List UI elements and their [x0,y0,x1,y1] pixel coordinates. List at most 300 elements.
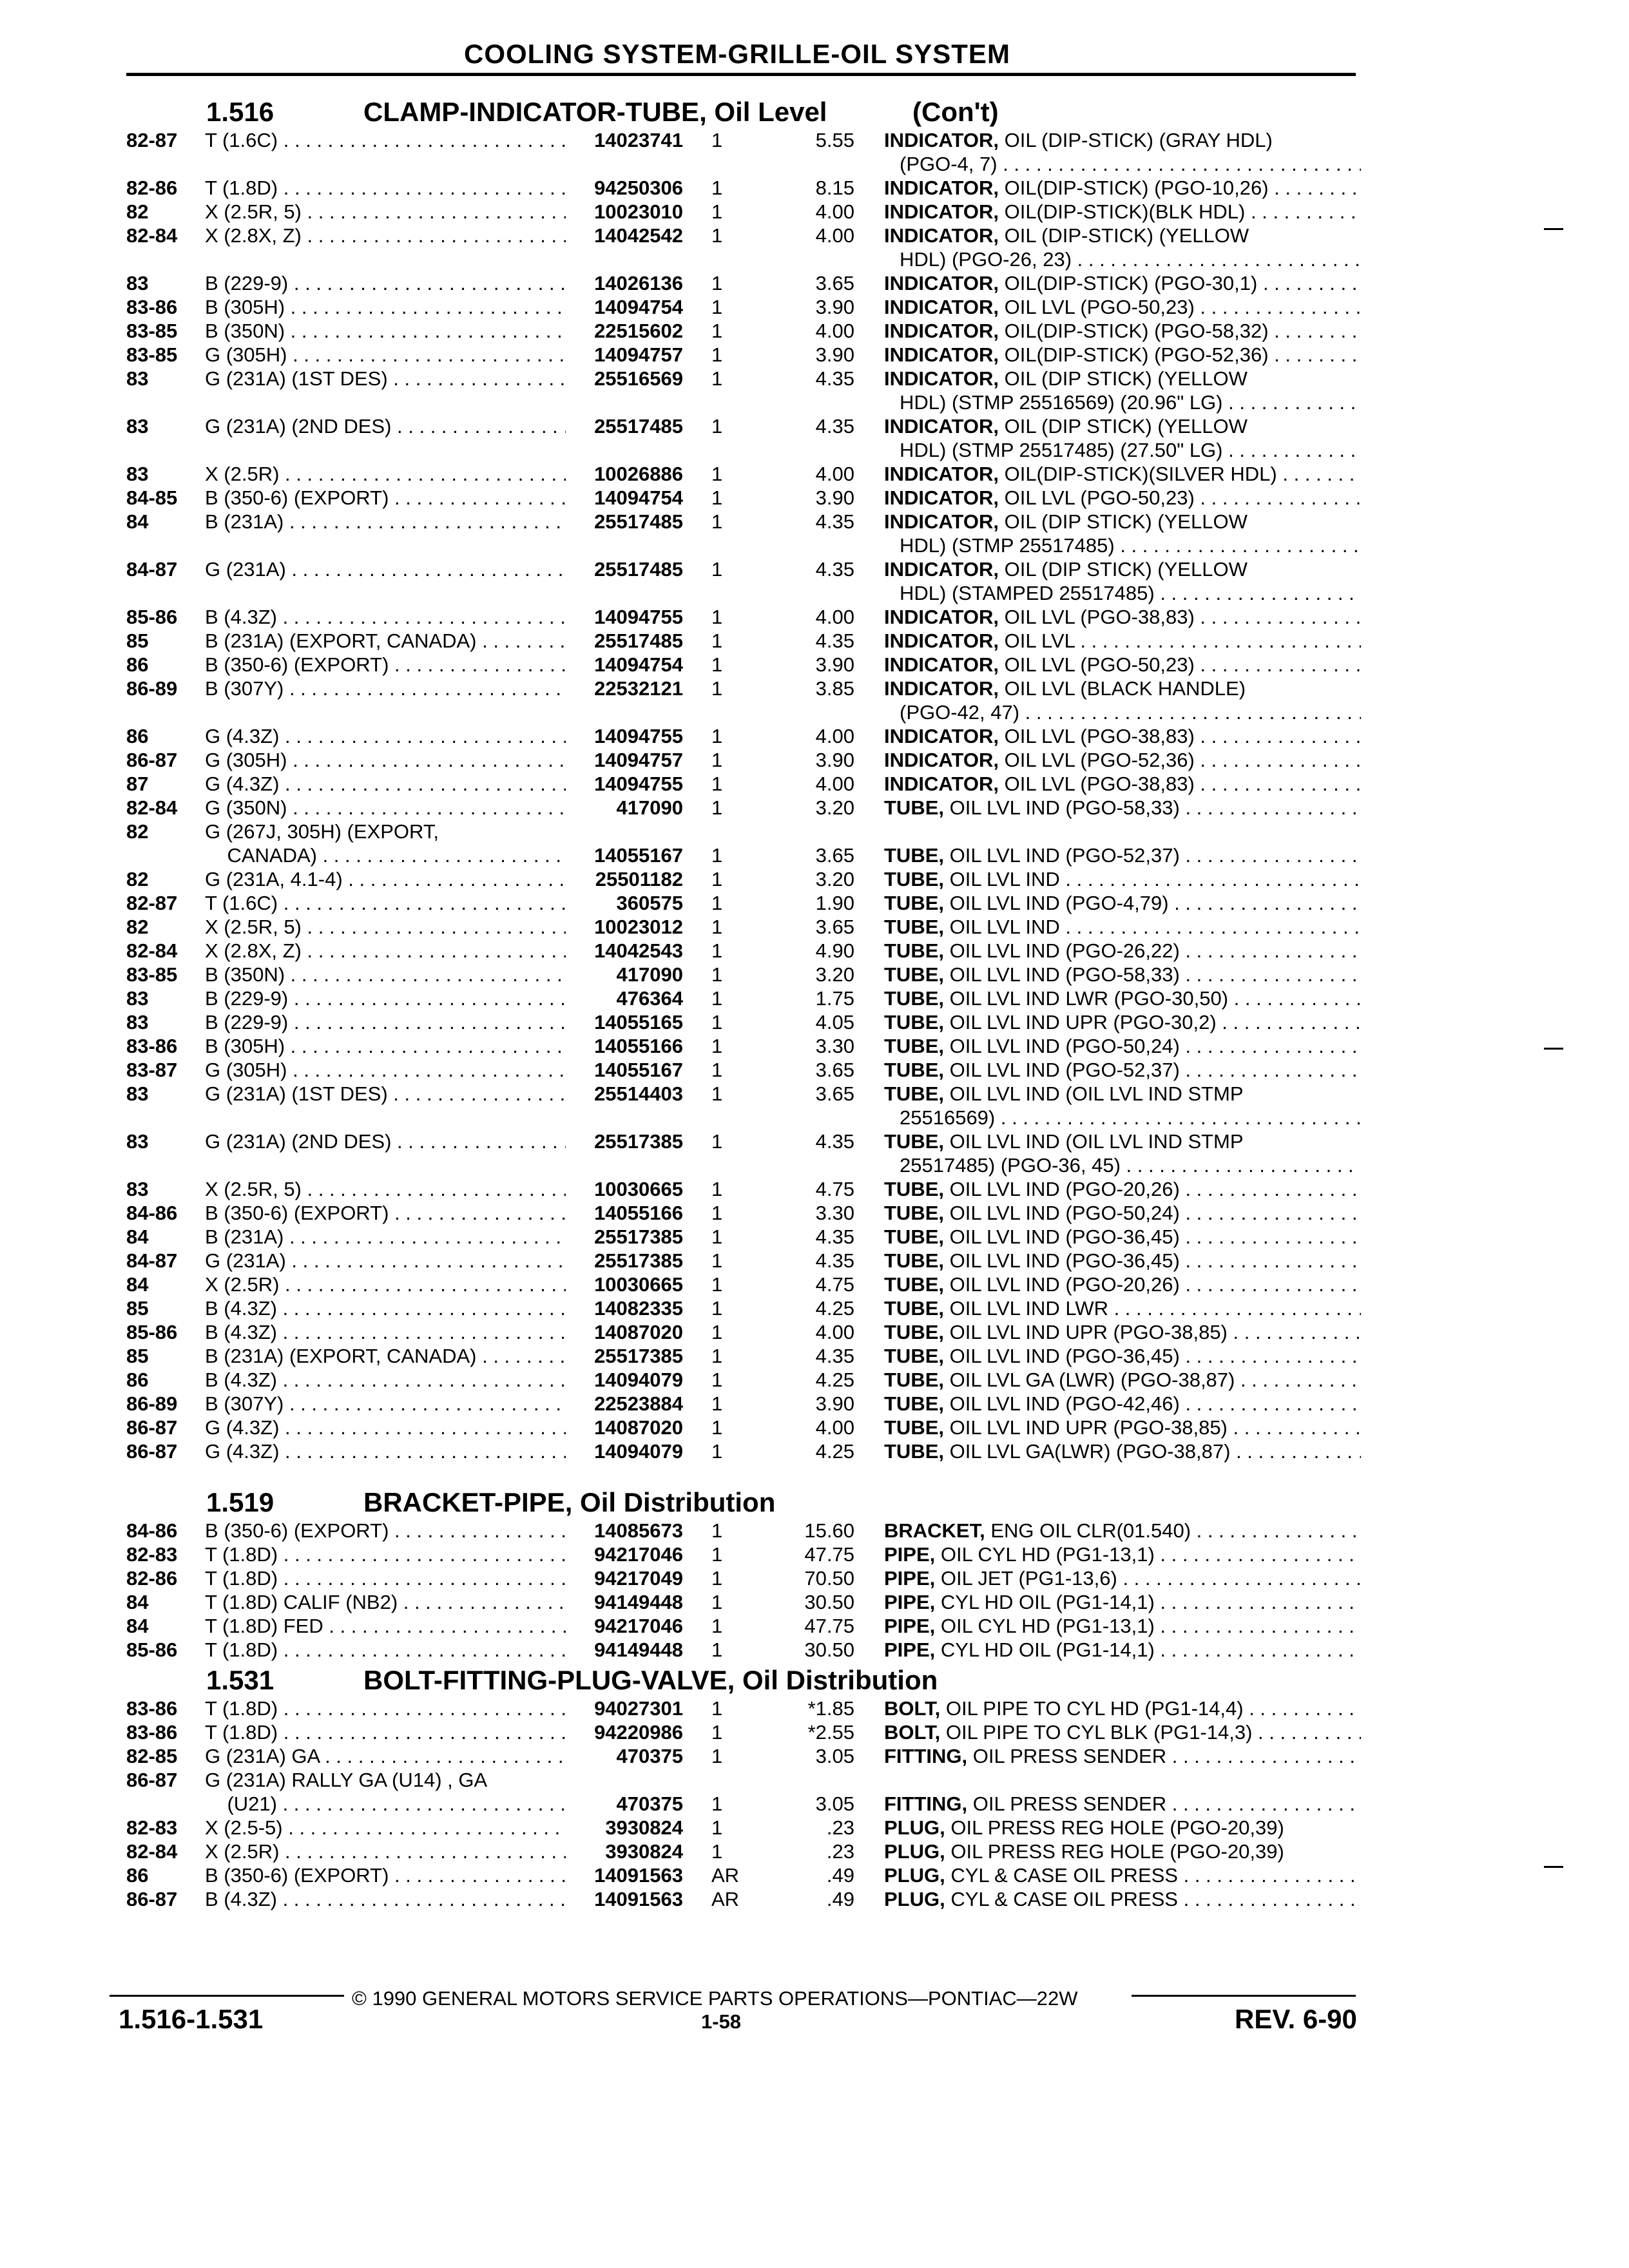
part-name: TUBE, [884,1392,944,1415]
table-row [0,1010,1629,1034]
quantity: 1 [711,415,723,437]
part-description [884,462,1361,486]
model-engine: X (2.5R) . . . [205,1840,566,1863]
model-engine: B (350N) . . . [205,963,566,986]
table-row [0,414,1629,438]
part-name: BOLT, [884,1721,941,1744]
quantity: 1 [711,1567,723,1590]
price: *2.55 [807,1721,854,1744]
quantity: 1 [711,677,723,700]
price: 4.35 [815,1345,854,1367]
price: 3.65 [815,272,854,294]
price: 4.35 [815,510,854,533]
margin-tick [1544,1048,1563,1050]
model-years: 86 [126,1864,149,1887]
table-row [0,1696,1629,1720]
part-number: 14094754 [594,486,683,509]
model-engine: B (307Y) . . . [205,1392,566,1416]
model-engine: G (231A) (1ST DES) . . . [205,1082,566,1106]
model-engine: B (350-6) (EXPORT) . . . [205,486,566,510]
quantity: 1 [711,1082,723,1105]
part-number: 14023741 [594,129,683,151]
model-years: 83-86 [126,1035,178,1057]
part-number: 14026136 [594,272,683,294]
part-name: PLUG, [884,1864,945,1887]
model-years: 82 [126,916,149,938]
table-row [0,1320,1629,1344]
part-number: 14042543 [594,939,683,962]
part-description [884,1344,1361,1368]
table-row [0,1638,1629,1662]
quantity: 1 [711,486,723,509]
price: 8.15 [815,177,854,199]
price: 4.90 [815,939,854,962]
price: 4.00 [815,224,854,247]
part-number: 25517485 [594,558,683,581]
part-details: OIL (DIP STICK) (YELLOW [1004,510,1248,533]
part-description [884,557,1361,581]
table-row [0,653,1629,677]
model-years: 82-87 [126,129,178,151]
table-row [0,176,1629,200]
part-details: OIL LVL IND (OIL LVL IND STMP [949,1082,1244,1105]
part-number: 14085673 [594,1519,683,1542]
part-details: OIL LVL IND (PGO-58,33) [949,796,1180,819]
price: 4.35 [815,1225,854,1248]
table-row-continued [0,438,1629,462]
table-row [0,200,1629,224]
table-row [0,1201,1629,1225]
model-engine: X (2.5R, 5) . . . [205,200,566,224]
part-details: OIL LVL IND (PGO-36,45) [949,1249,1180,1272]
model-engine: G (350N) . . . [205,796,566,820]
part-name: INDICATOR, [884,296,999,318]
model-years: 85 [126,1345,149,1367]
part-details: OIL JET (PG1-13,6) [940,1567,1117,1590]
part-description [884,319,1361,343]
table-row [0,605,1629,629]
model-years: 85-86 [126,606,178,628]
part-description [884,629,1361,653]
part-number: 25501182 [595,868,683,890]
table-row [0,1720,1629,1744]
model-years: 86-89 [126,1392,178,1415]
part-number: 14094757 [594,343,683,366]
part-details: OIL LVL IND UPR (PGO-38,85) [949,1321,1228,1343]
part-details: OIL LVL GA (LWR) (PGO-38,87) [949,1369,1235,1391]
table-row [0,772,1629,796]
part-description [884,200,1361,224]
footer-revision: REV. 6-90 [1235,2004,1357,2034]
model-engine: G (305H) . . . [205,1058,566,1082]
model-years: 86-87 [126,1440,178,1463]
part-number: 94217046 [594,1543,683,1566]
part-details: OIL LVL IND (PGO-4,79) [949,892,1169,914]
price: .49 [826,1864,854,1887]
model-years: 83 [126,987,149,1010]
model-engine: B (4.3Z) . . . [205,1320,566,1344]
part-number: 14094079 [594,1369,683,1391]
part-details: OIL LVL IND (PGO-58,33) [949,963,1180,986]
table-row [0,1816,1629,1840]
table-row [0,224,1629,247]
part-number: 94149448 [594,1591,683,1613]
part-number: 25517485 [594,629,683,652]
part-details: OIL LVL IND (PGO-20,26) [949,1178,1180,1200]
quantity: 1 [711,343,723,366]
price: 3.20 [815,796,854,819]
quantity: 1 [711,129,723,151]
price: 3.90 [815,749,854,771]
quantity: 1 [711,1697,723,1720]
price: 15.60 [804,1519,854,1542]
model-years: 84 [126,1225,149,1248]
section-heading [0,1665,1629,1698]
part-description [884,1744,1361,1768]
model-engine: B (229-9) . . . [205,986,566,1010]
part-description [884,1566,1361,1590]
price: 30.50 [804,1639,854,1661]
quantity: 1 [711,1225,723,1248]
part-description-continued: HDL) (PGO-26, 23) . . . [900,247,1361,271]
model-engine: X (2.5R) . . . [205,462,566,486]
table-row-continued [0,247,1629,271]
part-description [884,1720,1361,1744]
price: 4.25 [815,1440,854,1463]
part-details: CYL & CASE OIL PRESS [950,1864,1178,1887]
part-name: TUBE, [884,1082,944,1105]
part-name: TUBE, [884,868,944,890]
part-number: 14094755 [594,725,683,747]
part-number: 94217046 [594,1615,683,1637]
table-row [0,1392,1629,1416]
price: 3.65 [815,1082,854,1105]
part-details: OIL PRESS REG HOLE (PGO-20,39) [950,1816,1284,1839]
model-engine: X (2.5R, 5) . . . [205,915,566,939]
part-number: 14094755 [594,606,683,628]
model-engine: G (267J, 305H) (EXPORT, [205,820,439,843]
part-details: OIL LVL IND UPR (PGO-38,85) [949,1416,1228,1439]
part-name: INDICATOR, [884,320,999,342]
part-number: 25517385 [594,1345,683,1367]
model-engine: B (4.3Z) . . . [205,1296,566,1320]
part-number: 25517385 [594,1225,683,1248]
price: 3.90 [815,1392,854,1415]
part-details: OIL LVL (PGO-38,83) [1004,606,1195,628]
section-number: 1.531 [206,1665,275,1695]
quantity: 1 [711,773,723,795]
model-years: 85 [126,629,149,652]
table-row [0,1177,1629,1201]
part-details: OIL(DIP-STICK) (PGO-10,26) [1004,177,1269,199]
part-name: TUBE, [884,1130,944,1153]
part-details: OIL (DIP STICK) (YELLOW [1004,415,1248,437]
model-years: 82 [126,868,149,890]
table-row [0,1863,1629,1887]
part-description [884,1010,1361,1034]
table-row [0,1439,1629,1463]
price: 3.05 [815,1745,854,1767]
part-description [884,915,1361,939]
table-row [0,271,1629,295]
part-details: OIL LVL IND LWR [949,1297,1108,1320]
part-details: OIL LVL IND (PGO-50,24) [949,1202,1180,1224]
section-name: CLAMP-INDICATOR-TUBE, Oil Level [363,97,827,127]
quantity: 1 [711,1591,723,1613]
part-details: OIL LVL IND (PGO-26,22) [949,939,1180,962]
part-details: OIL LVL (PGO-50,23) [1004,653,1195,676]
quantity: 1 [711,1721,723,1744]
part-details: OIL(DIP-STICK) (PGO-30,1) [1004,272,1258,294]
model-years: 82-83 [126,1543,178,1566]
quantity: 1 [711,1840,723,1863]
part-details: OIL LVL IND UPR (PGO-30,2) [949,1011,1217,1033]
model-years: 86-87 [126,1416,178,1439]
part-name: TUBE, [884,1011,944,1033]
quantity: 1 [711,1202,723,1224]
part-name: PLUG, [884,1816,945,1839]
part-description [884,796,1361,820]
price: 4.00 [815,320,854,342]
part-description [884,176,1361,200]
part-description [884,1058,1361,1082]
model-years: 82-84 [126,224,178,247]
part-name: INDICATOR, [884,463,999,485]
table-row [0,295,1629,319]
model-years: 86-87 [126,1888,178,1910]
part-number: 14087020 [594,1321,683,1343]
model-years: 87 [126,773,149,795]
table-row [0,867,1629,891]
table-row [0,1566,1629,1590]
part-details: OIL (DIP-STICK) (YELLOW [1004,224,1249,247]
model-years: 82 [126,200,149,223]
part-number: 22532121 [594,677,683,700]
price: 4.00 [815,1416,854,1439]
model-years: 84-87 [126,1249,178,1272]
part-description-continued: 25516569) . . . [900,1106,1361,1129]
part-description [884,986,1361,1010]
table-row [0,510,1629,533]
price: 3.65 [815,844,854,867]
table-row [0,796,1629,820]
table-row [0,843,1629,867]
price: 1.75 [815,987,854,1010]
price: 4.00 [815,773,854,795]
part-description [884,1273,1361,1296]
model-engine: B (4.3Z) . . . [205,605,566,629]
part-details: OIL PIPE TO CYL HD (PG1-14,4) [945,1697,1244,1720]
part-details: OIL LVL GA(LWR) (PGO-38,87) [949,1440,1231,1463]
part-description [884,1816,1361,1840]
part-number: 14094754 [594,653,683,676]
quantity: 1 [711,1543,723,1566]
part-name: TUBE, [884,916,944,938]
quantity: 1 [711,868,723,890]
part-number: 470375 [616,1745,683,1767]
quantity: 1 [711,177,723,199]
margin-tick [1544,228,1563,230]
part-description [884,414,1361,438]
part-description [884,1296,1361,1320]
part-number: 94027301 [594,1697,683,1720]
part-details: OIL LVL IND (PGO-36,45) [949,1225,1180,1248]
price: 3.90 [815,653,854,676]
title-rule [126,73,1356,76]
price: 3.30 [815,1202,854,1224]
part-details: OIL LVL IND (PGO-50,24) [949,1035,1180,1057]
price: .23 [826,1816,854,1839]
quantity: 1 [711,1745,723,1767]
model-engine: CANADA) . . . [205,843,566,867]
model-years: 86 [126,725,149,747]
part-description [884,1034,1361,1058]
footer-section-range: 1.516-1.531 [119,2004,264,2034]
price: 47.75 [804,1543,854,1566]
table-row [0,557,1629,581]
part-name: TUBE, [884,1273,944,1296]
model-engine: G (305H) . . . [205,343,566,367]
model-engine: B (229-9) . . . [205,271,566,295]
part-number: 470375 [616,1792,683,1815]
part-number: 25517485 [594,510,683,533]
table-row [0,820,1629,843]
part-name: TUBE, [884,1249,944,1272]
part-number: 14055165 [594,1011,683,1033]
part-name: TUBE, [884,1416,944,1439]
model-years: 83-86 [126,1697,178,1720]
model-years: 83 [126,272,149,294]
part-description [884,891,1361,915]
part-description [884,939,1361,963]
part-name: INDICATOR, [884,343,999,366]
part-number: 476364 [616,987,683,1010]
quantity: 1 [711,1273,723,1296]
part-details: OIL PRESS SENDER [972,1745,1167,1767]
quantity: 1 [711,796,723,819]
part-details: OIL(DIP-STICK)(SILVER HDL) [1004,463,1277,485]
part-description-continued: HDL) (STMP 25516569) (20.96" LG) . . . [900,390,1361,414]
part-name: PLUG, [884,1840,945,1863]
part-name: FITTING, [884,1792,968,1815]
part-name: TUBE, [884,963,944,986]
quantity: 1 [711,606,723,628]
part-description [884,343,1361,367]
part-description [884,843,1361,867]
part-description [884,1638,1361,1662]
part-description [884,1129,1361,1153]
price: 4.35 [815,367,854,390]
part-name: INDICATOR, [884,773,999,795]
part-description [884,867,1361,891]
model-years: 82-84 [126,939,178,962]
part-number: 22515602 [594,320,683,342]
part-number: 14055166 [594,1202,683,1224]
part-description [884,1320,1361,1344]
part-description [884,224,1361,247]
quantity: 1 [711,296,723,318]
part-details: CYL & CASE OIL PRESS [950,1888,1178,1910]
part-name: INDICATOR, [884,749,999,771]
part-name: INDICATOR, [884,200,999,223]
model-engine: G (231A) . . . [205,557,566,581]
part-name: TUBE, [884,796,944,819]
part-description [884,1439,1361,1463]
part-description-continued: (PGO-4, 7) . . . [900,152,1361,176]
margin-tick [1544,1866,1563,1868]
part-number: 14055166 [594,1035,683,1057]
model-engine: T (1.8D) CALIF (NB2) . . . [205,1590,566,1614]
part-description [884,1696,1361,1720]
model-years: 83 [126,415,149,437]
table-row [0,939,1629,963]
quantity: 1 [711,939,723,962]
quantity: 1 [711,272,723,294]
part-details: ENG OIL CLR(01.540) [990,1519,1191,1542]
model-engine: B (231A) . . . [205,1225,566,1249]
model-years: 83 [126,367,149,390]
model-engine: T (1.6C) . . . [205,891,566,915]
part-name: PIPE, [884,1567,936,1590]
model-years: 86-89 [126,677,178,700]
table-row-continued [0,390,1629,414]
part-description [884,772,1361,796]
part-name: TUBE, [884,939,944,962]
model-years: 82-83 [126,1816,178,1839]
model-engine: X (2.5R) . . . [205,1273,566,1296]
model-years: 86 [126,1369,149,1391]
part-description [884,1368,1361,1392]
price: 4.05 [815,1011,854,1033]
table-row [0,1249,1629,1273]
quantity: 1 [711,725,723,747]
part-details: CYL HD OIL (PG1-14,1) [940,1591,1155,1613]
model-engine: B (231A) (EXPORT, CANADA) . . . [205,1344,566,1368]
model-years: 85-86 [126,1321,178,1343]
part-number: 14055167 [594,1059,683,1081]
part-number: 14094754 [594,296,683,318]
table-row [0,1542,1629,1566]
part-name: TUBE, [884,1202,944,1224]
part-number: 417090 [616,796,683,819]
part-description-continued: HDL) (STMP 25517485) (27.50" LG) . . . [900,438,1361,462]
model-engine: T (1.6C) . . . [205,128,566,152]
table-row [0,1034,1629,1058]
table-row [0,1368,1629,1392]
part-number: 94149448 [594,1639,683,1661]
part-number: 94250306 [594,177,683,199]
model-engine: T (1.8D) . . . [205,1720,566,1744]
quantity: 1 [711,987,723,1010]
price: 70.50 [804,1567,854,1590]
part-name: INDICATOR, [884,224,999,247]
part-number: 25517485 [594,415,683,437]
part-description [884,1887,1361,1911]
part-description-continued: 25517485) (PGO-36, 45) . . . [900,1153,1361,1177]
model-years: 82-85 [126,1745,178,1767]
part-name: INDICATOR, [884,677,999,700]
model-engine: G (231A) GA . . . [205,1744,566,1768]
price: 4.75 [815,1273,854,1296]
part-description [884,1392,1361,1416]
part-details: OIL LVL (PGO-38,83) [1004,725,1195,747]
table-row [0,1768,1629,1792]
quantity: 1 [711,653,723,676]
table-row [0,1058,1629,1082]
model-engine: B (350-6) (EXPORT) . . . [205,1863,566,1887]
part-details: OIL LVL (BLACK HANDLE) [1004,677,1246,700]
part-description-continued: HDL) (STMP 25517485) . . . [900,533,1361,557]
